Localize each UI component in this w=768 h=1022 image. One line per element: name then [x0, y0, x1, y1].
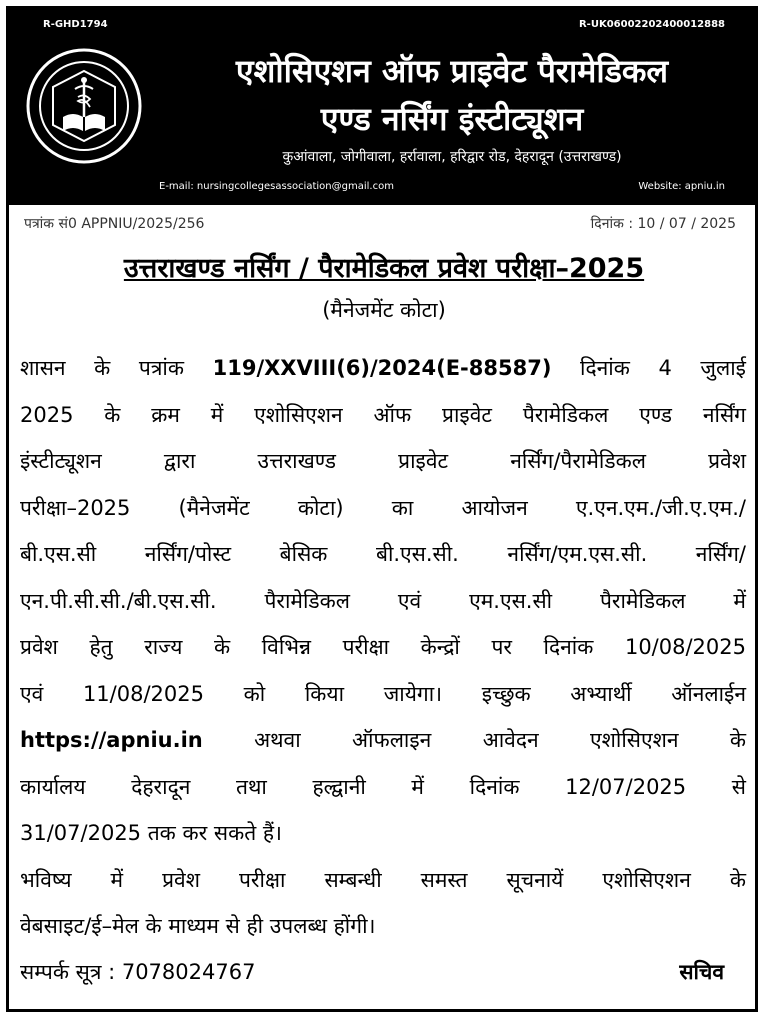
body-line-11: 31/07/2025 तक कर सकते हैं।	[20, 821, 282, 845]
contact-number: सम्पर्क सूत्र : 7078024767	[20, 960, 256, 984]
body-line-9	[20, 717, 746, 764]
association-logo	[25, 47, 143, 165]
organization-name-line1: एशोसिएशन ऑफ प्राइवेट पैरामेडिकल	[235, 52, 669, 90]
government-letter-number: 119/XXVIII(6)/2024(E-88587)	[212, 356, 552, 380]
signatory: सचिव	[679, 960, 724, 984]
letter-date: दिनांक : 10 / 07 / 2025	[590, 216, 736, 232]
registration-number-right: R-UK06002202400012888	[578, 19, 725, 30]
body-line-10: कार्यालय देहरादून तथा हल्द्वानी में दिनांक 12/07/2025 से	[20, 774, 746, 799]
notice-subtitle: (मैनेजमेंट कोटा)	[322, 298, 446, 322]
body-line-7: प्रवेश हेतु राज्य के विभिन्न परीक्षा केन्द्रों पर दिनांक 10/08/2025	[20, 635, 746, 659]
body-line-5: बी.एस.सी नर्सिंग/पोस्ट बेसिक बी.एस.सी. नर्सिंग/एम.एस.सी. नर्सिंग/	[20, 542, 746, 566]
body-line-4: परीक्षा–2025 (मैनेजमेंट कोटा) का आयोजन ए.एन.एम./जी.ए.एम./	[20, 495, 746, 520]
website-address: Website: apniu.in	[638, 181, 725, 192]
notice-body	[20, 345, 746, 950]
body-line-12: भविष्य में प्रवेश परीक्षा सम्बन्धी समस्त सूचनायें एशोसिएशन के	[20, 867, 746, 892]
body-line-8: एवं 11/08/2025 को किया जायेगा। इच्छुक अभ्यार्थी ऑनलाईन	[20, 681, 746, 706]
website-link[interactable]: https://apniu.in	[20, 728, 203, 752]
body-text-segment: दिनांक 4 जुलाई	[551, 356, 746, 380]
reference-number: पत्रांक सं0 APPNIU/2025/256	[24, 216, 205, 232]
organization-name-line2: एण्ड नर्सिंग इंस्टीट्यूशन	[320, 100, 584, 138]
body-text-segment: शासन के पत्रांक	[20, 356, 213, 380]
notice-title: उत्तराखण्ड नर्सिंग / पैरामेडिकल प्रवेश परीक्षा–2025	[123, 253, 645, 284]
registration-number-left: R-GHD1794	[43, 19, 108, 30]
letterhead	[9, 9, 755, 205]
body-line-6: एन.पी.सी.सी./बी.एस.सी. पैरामेडिकल एवं एम.एस.सी पैरामेडिकल में	[20, 588, 746, 613]
body-line-13: वेबसाइट/ई–मेल के माध्यम से ही उपलब्ध होंगी।	[20, 914, 376, 938]
body-line-2: 2025 के क्रम में एशोसिएशन ऑफ प्राइवेट पैरामेडिकल एण्ड नर्सिंग	[20, 402, 746, 427]
body-line-1	[20, 345, 746, 392]
email-address: E-mail: nursingcollegesassociation@gmail.com	[159, 181, 394, 192]
organization-address: कुआंवाला, जोगीवाला, हर्रावाला, हरिद्वार रोड, देहरादून (उत्तराखण्ड)	[282, 149, 622, 165]
body-text-segment: अथवा ऑफलाइन आवेदन एशोसिएशन के	[202, 728, 746, 752]
body-line-3: इंस्टीट्यूशन द्वारा उत्तराखण्ड प्राइवेट नर्सिंग/पैरामेडिकल प्रवेश	[20, 449, 746, 473]
reference-row	[24, 214, 736, 233]
